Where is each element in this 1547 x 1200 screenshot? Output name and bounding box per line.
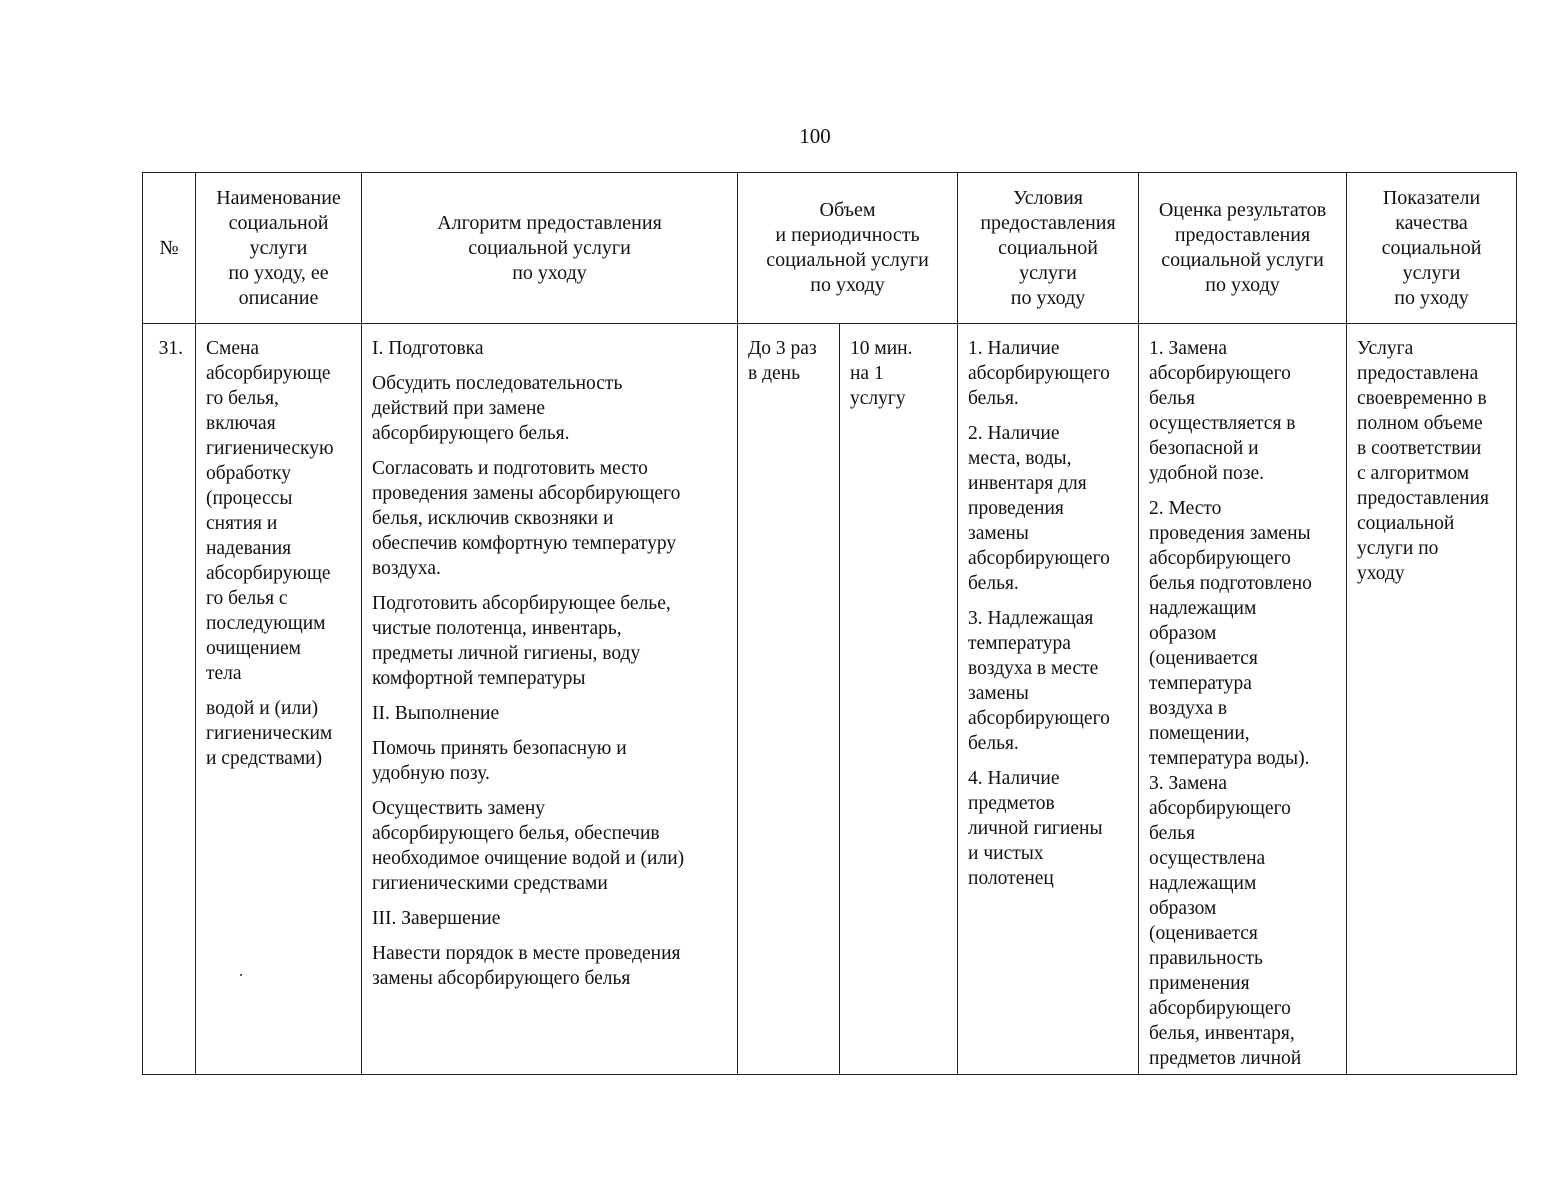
text-line: последующим (206, 613, 326, 634)
text-line: по уходу (1205, 274, 1280, 296)
text-line: социальной услуги (468, 236, 631, 259)
paragraph (968, 766, 1132, 891)
text-line: социальной (998, 236, 1098, 259)
text-line: включая (206, 413, 276, 434)
text-line: Осуществить замену (372, 798, 546, 819)
text-line: замены абсорбирующего белья (372, 968, 631, 989)
text-line: в соответствии (1357, 438, 1482, 459)
text-line: I. Подготовка (372, 338, 484, 359)
text-line: проведения замены (1149, 523, 1311, 544)
text-line: и периодичность (775, 224, 920, 246)
text-line: социальной (1357, 513, 1455, 534)
text-line: осуществлена (1149, 848, 1266, 869)
text-line: Навести порядок в месте проведения (372, 943, 681, 964)
paragraph (372, 796, 731, 896)
text-line: Помочь принять безопасную и (372, 738, 627, 759)
text-line: удобную позу. (372, 763, 490, 784)
text-line: проведения (968, 498, 1064, 519)
paragraph (372, 941, 731, 991)
text-line: надлежащим (1149, 598, 1257, 619)
text-line: (оценивается (1149, 923, 1258, 944)
paragraph (372, 906, 731, 931)
text-line: замены (968, 683, 1029, 704)
text-line: места, воды, (968, 448, 1072, 469)
text-line: по уходу (1010, 286, 1086, 309)
care-services-table (142, 172, 1517, 1075)
text-line: правильность (1149, 948, 1263, 969)
text-line: социальной (1381, 236, 1482, 259)
text-line: услуги (1019, 261, 1077, 284)
service-name (196, 324, 362, 1075)
text-line: действий при замене (372, 398, 546, 419)
text-line: предоставления (1357, 488, 1490, 509)
text-line: Условия (1013, 186, 1083, 209)
text-line: по уходу (810, 274, 885, 296)
text-line: предоставления (980, 211, 1116, 234)
text-line: 2. Место (1149, 498, 1222, 519)
text-line: До 3 раз (748, 338, 817, 359)
service-name-tail (206, 696, 355, 771)
text-line: образом (1149, 623, 1217, 644)
text-line: и чистых (968, 843, 1044, 864)
text-line: снятия и (206, 513, 278, 534)
text-line: замены (968, 523, 1029, 544)
text-line: услугу (850, 388, 906, 409)
text-line: комфортной температуры (372, 668, 586, 689)
text-line: абсорбирующе (206, 563, 331, 584)
header-evaluation (1139, 173, 1347, 324)
text-line: осуществляется в (1149, 413, 1296, 434)
text-line: необходимое очищение водой и (или) (372, 848, 685, 869)
text-line: го белья с (206, 588, 288, 609)
text-line: с алгоритмом (1357, 463, 1470, 484)
text-line: предоставления (1174, 224, 1311, 246)
text-line: социальной (228, 211, 329, 234)
text-line: водой и (или) (206, 698, 319, 719)
page-number: 100 (799, 124, 831, 148)
table-header-row (143, 173, 1517, 324)
stray-dot-mark (240, 974, 242, 976)
text-line: III. Завершение (372, 908, 501, 929)
text-line: 4. Наличие (968, 768, 1060, 789)
text-line: Наименование (216, 186, 341, 209)
text-line: воздуха. (372, 558, 441, 579)
header-volume (738, 173, 958, 324)
text-line: предметов (968, 793, 1055, 814)
text-line: (оценивается (1149, 648, 1258, 669)
text-line: абсорбирующего (1149, 548, 1291, 569)
text-line: температура (968, 633, 1071, 654)
header-quality (1347, 173, 1517, 324)
text-line: 1. Наличие (968, 338, 1060, 359)
quality-cell (1347, 324, 1517, 1075)
text-line: описание (238, 286, 319, 309)
text-line: очищением (206, 638, 302, 659)
evaluation-cell (1139, 324, 1347, 1075)
paragraph (372, 701, 731, 726)
text-line: Объем (819, 199, 876, 221)
text-line: белья (1149, 823, 1195, 844)
header-num: № (143, 173, 196, 324)
text-line: Подготовить абсорбирующее белье, (372, 593, 671, 614)
text-line: 3. Замена (1149, 773, 1228, 794)
text-line: 2. Наличие (968, 423, 1060, 444)
text-line: белья, инвентаря, (1149, 1023, 1295, 1044)
text-line: абсорбирующего (968, 363, 1110, 384)
header-conditions (958, 173, 1139, 324)
text-line: Согласовать и подготовить место (372, 458, 648, 479)
evaluation-text (1149, 336, 1340, 1074)
text-line: белья подготовлено (1149, 573, 1312, 594)
paragraph (968, 421, 1132, 596)
text-line: II. Выполнение (372, 703, 500, 724)
header-name (196, 173, 362, 324)
text-line: обработку (206, 463, 291, 484)
text-line: удобной позе. (1149, 463, 1265, 484)
text-line: помещении, (1149, 723, 1250, 744)
text-line: Алгоритм предоставления (437, 211, 662, 234)
text-line: своевременно в (1357, 388, 1487, 409)
text-line: социальной услуги (1161, 249, 1324, 271)
paragraph (968, 606, 1132, 756)
conditions-cell (958, 324, 1139, 1075)
paragraph (968, 336, 1132, 411)
text-line: Обсудить последовательность (372, 373, 623, 394)
text-line: белья. (968, 573, 1019, 594)
text-line: абсорбирующего (968, 708, 1110, 729)
paragraph (372, 736, 731, 786)
text-line: уходу (1357, 563, 1405, 584)
text-line: социальной услуги (766, 249, 929, 271)
text-line: Услуга (1357, 338, 1414, 359)
text-line: абсорбирующего (1149, 798, 1291, 819)
algorithm-cell (362, 324, 738, 1075)
text-line: белья (1149, 388, 1195, 409)
text-line: абсорбирующего белья, обеспечив (372, 823, 660, 844)
text-line: надевания (206, 538, 292, 559)
text-line: по уходу (512, 261, 587, 284)
row-number: 31. (143, 324, 196, 1075)
text-line: воздуха в (1149, 698, 1228, 719)
text-line: услуги по (1357, 538, 1439, 559)
text-line: 10 мин. (850, 338, 913, 359)
text-line: тела (206, 663, 242, 684)
text-line: применения (1149, 973, 1250, 994)
text-line: чистые полотенца, инвентарь, (372, 618, 622, 639)
text-line: воздуха в месте (968, 658, 1099, 679)
text-line: 3. Надлежащая (968, 608, 1094, 629)
text-line: услуги (1402, 261, 1461, 284)
text-line: Оценка результатов (1158, 199, 1327, 221)
text-line: полном объеме (1357, 413, 1483, 434)
text-line: на 1 (850, 363, 884, 384)
text-line: надлежащим (1149, 873, 1257, 894)
text-line: в день (748, 363, 800, 384)
text-line: Смена (206, 338, 260, 359)
text-line: температура воды). (1149, 748, 1310, 769)
table-row (143, 324, 1517, 1075)
paragraph (372, 371, 731, 446)
text-line: Показатели (1382, 186, 1481, 209)
text-line: услуги (249, 236, 308, 259)
paragraph (372, 456, 731, 581)
frequency-cell (738, 324, 840, 1075)
paragraph (372, 336, 731, 361)
text-line: гигиеническим (206, 723, 333, 744)
text-line: инвентаря для (968, 473, 1087, 494)
text-line: гигиеническими средствами (372, 873, 608, 894)
paragraph (372, 591, 731, 691)
text-line: го белья, (206, 388, 279, 409)
text-line: проведения замены абсорбирующего (372, 483, 681, 504)
text-line: обеспечив комфортную температуру (372, 533, 677, 554)
text-line: предметов личной (1149, 1048, 1302, 1069)
text-line: абсорбирующего (968, 548, 1110, 569)
text-line: предметы личной гигиены, воду (372, 643, 641, 664)
text-line: температура (1149, 673, 1252, 694)
text-line: абсорбирующего (1149, 998, 1291, 1019)
text-line: личной гигиены (968, 818, 1103, 839)
text-line: безопасной и (1149, 438, 1259, 459)
text-line: полотенец (968, 868, 1054, 889)
text-line: 1. Замена (1149, 338, 1228, 359)
text-line: образом (1149, 898, 1217, 919)
text-line: белья. (968, 388, 1019, 409)
text-line: абсорбирующего (1149, 363, 1291, 384)
paragraph (1149, 496, 1340, 1071)
header-algorithm (362, 173, 738, 324)
duration-cell (840, 324, 958, 1075)
text-line: по уходу, ее (228, 261, 329, 284)
service-name-text (206, 336, 355, 686)
text-line: белья, исключив сквозняки и (372, 508, 614, 529)
text-line: абсорбирующего белья. (372, 423, 570, 444)
text-line: качества (1395, 211, 1468, 234)
text-line: и средствами) (206, 748, 323, 769)
text-line: (процессы (206, 488, 293, 509)
text-line: предоставлена (1357, 363, 1479, 384)
text-line: по уходу (1394, 286, 1469, 309)
text-line: гигиеническую (206, 438, 334, 459)
paragraph (1149, 336, 1340, 486)
text-line: абсорбирующе (206, 363, 331, 384)
text-line: белья. (968, 733, 1019, 754)
